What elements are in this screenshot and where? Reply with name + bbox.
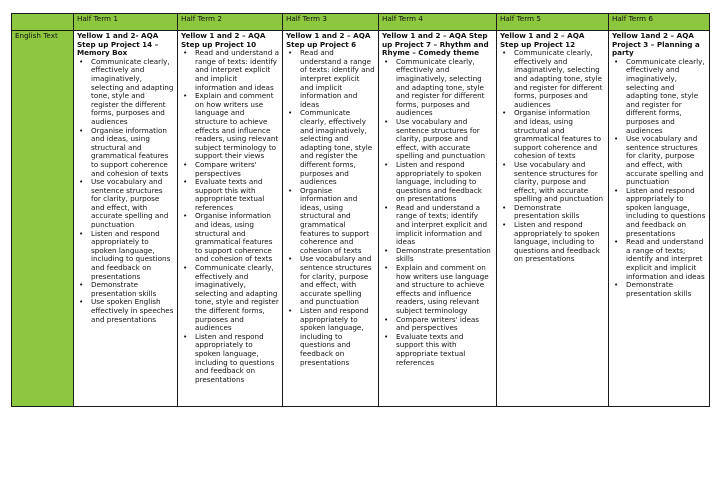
list-item: • Explain and comment on how writers use language and structure to achieve effects and influence readers, using relevant subject terminology to support their views <box>195 92 279 161</box>
project-title: Yellow 1 and 2 – AQA Step up Project 10 <box>181 31 266 49</box>
term-cell <box>74 31 178 407</box>
list-item: • Listen and respond appropriately to spoken language, including to questions and feedback on presentations <box>626 187 706 239</box>
term-header: Half Term 1 <box>74 14 178 31</box>
list-item: • Communicate clearly, effectively and imaginatively, selecting and adapting tone, style and register the different forms, purposes and audiences <box>300 109 375 186</box>
list-item: • Listen and respond appropriately to spoken language, including to questions and feedback on presentations <box>300 307 375 367</box>
term-header: Half Term 6 <box>609 14 710 31</box>
header-row <box>12 14 710 31</box>
list-item: • Organise information and ideas, using structural and grammatical features to support coherence and cohesion of texts <box>514 109 605 161</box>
list-item: • Demonstrate presentation skills <box>91 281 174 298</box>
list-item: • Communicate clearly, effectively and imaginatively, selecting and adapting tone, style and register for different forms, purposes and audiences <box>626 58 706 135</box>
list-item: • Use vocabulary and sentence structures for clarity, purpose and effect, with accurate spelling and punctuation <box>396 118 493 161</box>
list-item: • Listen and respond appropriately to spoken language, including to questions and feedback on presentations <box>195 333 279 385</box>
list-item: • Listen and respond appropriately to spoken language, including to questions and feedback on presentations <box>514 221 605 264</box>
list-item: • Communicate clearly, effectively and imaginatively, selecting and adapting tone, style and register for different forms, purposes and audiences <box>514 49 605 109</box>
project-title: Yellow 1and 2 – AQA Project 3 – Planning a party <box>612 31 700 58</box>
list-item: • Read and understand a range of texts; identify and interpret explicit and implicit information and ideas <box>626 238 706 281</box>
list-item: • Evaluate texts and support this with appropriate textual references <box>195 178 279 212</box>
list-item: • Read and understand a range of texts; identify and interpret explicit and implicit information and ideas <box>396 204 493 247</box>
objectives-list <box>382 58 493 367</box>
list-item: • Demonstrate presentation skills <box>514 204 605 221</box>
term-cell <box>178 31 283 407</box>
project-title: Yellow 1 and 2- AQA Step up Project 14 – Memory Box <box>77 31 159 58</box>
list-item: • Communicate clearly, effectively and imaginatively, selecting and adapting tone, style and register the different forms, purposes and audiences <box>91 58 174 127</box>
list-item: • Communicate clearly, effectively and imaginatively, selecting and adapting tone, style and register for different forms, purposes and audiences <box>396 58 493 118</box>
list-item: • Organise information and ideas, using structural and grammatical features to support coherence and cohesion of texts <box>300 187 375 256</box>
term-header: Half Term 2 <box>178 14 283 31</box>
list-item: • Compare writers' perspectives <box>195 161 279 178</box>
curriculum-table <box>11 13 710 407</box>
project-title: Yellow 1 and 2 – AQA Step up Project 12 <box>500 31 585 49</box>
term-header: Half Term 4 <box>379 14 497 31</box>
row-header: English Text <box>12 31 74 407</box>
list-item: • Demonstrate presentation skills <box>626 281 706 298</box>
project-title: Yellow 1 and 2 – AQA Step up Project 6 <box>286 31 371 49</box>
list-item: • Use spoken English effectively in speeches and presentations <box>91 298 174 324</box>
list-item: • Listen and respond appropriately to spoken language, including to questions and feedback on presentations <box>396 161 493 204</box>
list-item: • Demonstrate presentation skills <box>396 247 493 264</box>
list-item: • Use vocabulary and sentence structures for clarity, purpose and effect, with accurate spelling and punctuation <box>626 135 706 187</box>
project-title: Yellow 1 and 2 – AQA Step up Project 7 – Rhythm and Rhyme – Comedy theme <box>382 31 489 58</box>
term-cell <box>497 31 609 407</box>
list-item: • Explain and comment on how writers use language and structure to achieve effects and influence readers, using relevant subject terminology <box>396 264 493 316</box>
list-item: • Use vocabulary and sentence structures for clarity, purpose and effect, with accurate spelling and punctuation <box>91 178 174 230</box>
objectives-list <box>181 49 279 384</box>
objectives-list <box>612 58 706 299</box>
list-item: • Use vocabulary and sentence structures for clarity, purpose and effect, with accurate spelling and punctuation <box>300 255 375 307</box>
list-item: • Read and understand a range of texts: identify and interpret explicit and implicit information and ideas <box>195 49 279 92</box>
list-item: • Evaluate texts and support this with appropriate textual references <box>396 333 493 367</box>
objectives-list <box>286 49 375 367</box>
objectives-list <box>77 58 174 324</box>
list-item: • Organise information and ideas, using structural and grammatical features to support coherence and cohesion of texts <box>91 127 174 179</box>
list-item: • Listen and respond appropriately to spoken language, including to questions and feedback on presentations <box>91 230 174 282</box>
term-header: Half Term 5 <box>497 14 609 31</box>
table-row <box>12 31 710 407</box>
list-item: • Read and understand a range of texts: identify and interpret explicit and implicit information and ideas <box>300 49 375 109</box>
list-item: • Use vocabulary and sentence structures for clarity, purpose and effect, with accurate spelling and punctuation <box>514 161 605 204</box>
term-header: Half Term 3 <box>283 14 379 31</box>
list-item: • Compare writers' ideas and perspectives <box>396 316 493 333</box>
term-cell <box>379 31 497 407</box>
term-cell <box>283 31 379 407</box>
term-cell <box>609 31 710 407</box>
objectives-list <box>500 49 605 264</box>
list-item: • Communicate clearly, effectively and imaginatively, selecting and adapting tone, style and register the different forms, purposes and audiences <box>195 264 279 333</box>
corner-cell <box>12 14 74 31</box>
list-item: • Organise information and ideas, using structural and grammatical features to support coherence and cohesion of texts <box>195 212 279 264</box>
